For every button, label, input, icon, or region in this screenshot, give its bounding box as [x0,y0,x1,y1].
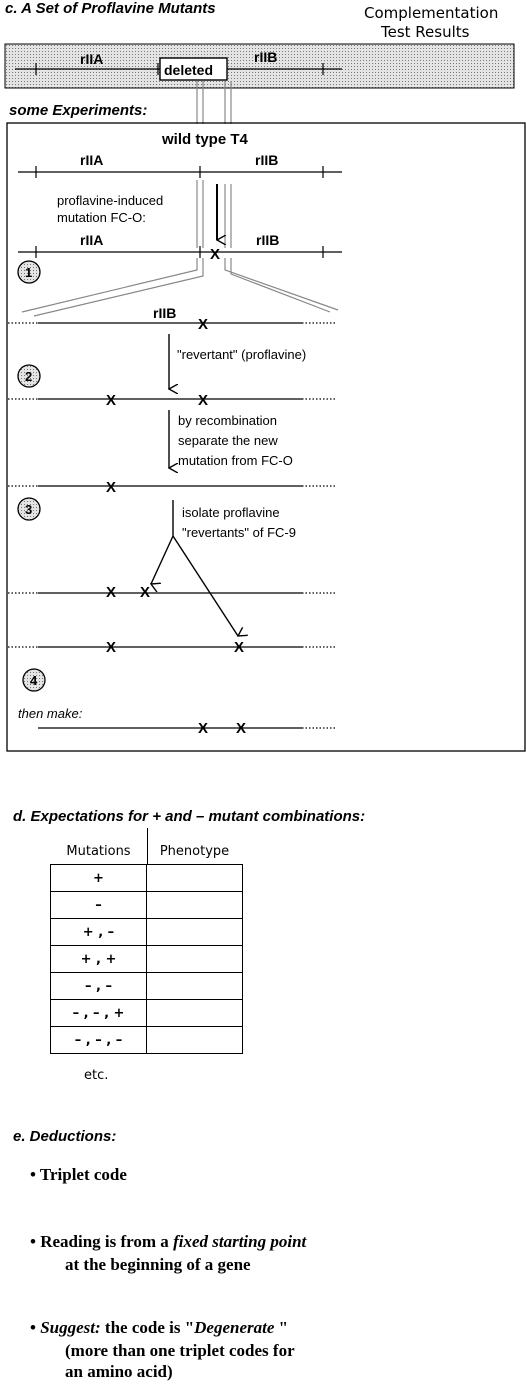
svg-text:X: X [140,584,151,601]
header-phenotype: Phenotype [159,843,230,859]
section-e-title: e. Deductions: [13,1128,117,1145]
then-make-label: then make: [18,706,83,721]
top-rIIB: rIIB [254,49,278,65]
wt-rIIB: rIIB [255,152,279,168]
recomb-note-1: by recombination [178,413,277,428]
step-4-circle [23,669,45,691]
deduction-2: • Reading is from a fixed starting point [30,1232,307,1251]
svg-text:X: X [198,720,209,737]
svg-text:X: X [234,639,245,656]
step-1-circle [18,261,40,283]
section-c-title: c. A Set of Proflavine Mutants [5,0,216,17]
test-results-label: Test Results [381,23,470,41]
table-row: – [51,892,243,919]
svg-text:X: X [106,479,117,496]
fco-note-1: proflavine-induced [57,193,164,208]
fco-x: X [210,246,221,263]
experiments-title: some Experiments: [9,102,148,119]
table-row: – , – , – [51,1027,243,1054]
deduction-1: • Triplet code [30,1165,127,1184]
table-row: + , – [51,919,243,946]
deduction-2-line2: at the beginning of a gene [65,1255,251,1274]
etc-label: etc. [84,1068,109,1083]
svg-text:4: 4 [30,673,38,688]
expectations-table [50,838,243,1054]
section-d-title: d. Expectations for + and – mutant combinations: [13,808,366,825]
svg-text:2: 2 [25,369,33,384]
step-2-circle [18,365,40,387]
complementation-label: Complementation [364,4,499,22]
table-row: – , – [51,973,243,1000]
recomb-note-2: separate the new [178,433,278,448]
wt-rIIA: rIIA [80,152,104,168]
step-3-circle [18,498,40,520]
svg-text:X: X [106,584,117,601]
fco-rIIA: rIIA [80,232,104,248]
recomb-note-3: mutation from FC-O [178,453,293,468]
svg-text:X: X [198,392,209,409]
svg-text:X: X [236,720,247,737]
table-row: – , – , + [51,1000,243,1027]
svg-text:3: 3 [25,502,33,517]
revertant-note: "revertant" (proflavine) [177,347,307,362]
header-mutations: Mutations [66,843,131,859]
svg-text:X: X [198,316,209,333]
isolate-note-2: "revertants" of FC-9 [182,525,296,540]
wild-type-label: wild type T4 [162,131,248,148]
top-rIIA: rIIA [80,51,104,67]
deduction-3-line2: (more than one triplet codes for [65,1341,295,1360]
table-row: + , + [51,946,243,973]
deduction-3-line3: an amino acid) [65,1362,173,1381]
svg-text:X: X [106,639,117,656]
expanded-rIIB: rIIB [153,305,177,321]
svg-text:1: 1 [25,265,33,280]
svg-text:X: X [106,392,117,409]
table-row: + [51,865,243,892]
deduction-3: • Suggest: the code is "Degenerate " [30,1318,289,1337]
deleted-label: deleted [164,62,214,78]
fco-note-2: mutation FC-O: [57,210,146,225]
fco-rIIB: rIIB [256,232,280,248]
isolate-note-1: isolate proflavine [182,505,280,520]
expansion-guide [22,258,338,316]
